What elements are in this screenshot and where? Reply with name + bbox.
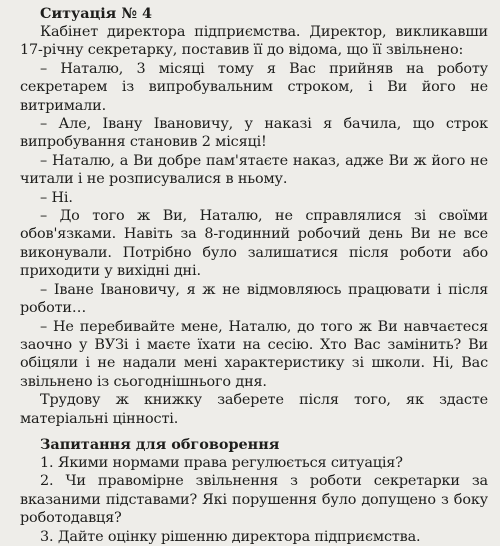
dialogue-line: – Ні. (40, 189, 73, 206)
discussion-question: 1. Якими нормами права регулюється ситуація? (40, 454, 403, 471)
discussion-question: 2. Чи правомірне звільнення з роботи секретарки за вказаними підставами? Які порушення було допущено з боку роботодавця? (20, 473, 488, 527)
dialogue-line: – Не перебивайте мене, Наталю, до того ж Ви навчаєтеся заочно у ВУЗі і маєте їхати на сесію. Хто Вас замінить? Ви обіцяли і не надали мені характеристику зі школи. Ні, Вас звільнено із сьогоднішнього дня. (20, 318, 488, 390)
dialogue-line: – До того ж Ви, Наталю, не справлялися зі своїми обов'язками. Навіть за 8-годинний робочий день Ви не все виконували. Потрібно було залишатися після роботи або приходити у вихідні дні. (20, 208, 488, 280)
dialogue-line: – Але, Івану Івановичу, у наказі я бачила, що строк випробування становив 2 місяці! (20, 116, 488, 151)
discussion-heading: Запитання для обговорення (40, 435, 280, 453)
dialogue-line: – Наталю, а Ви добре пам'ятаєте наказ, адже Ви ж його не читали і не розписувалися в ньому. (20, 152, 488, 188)
discussion-question: 3. Дайте оцінку рішенню директора підприємства. (40, 528, 421, 545)
dialogue-line: – Іване Івановичу, я ж не відмовляюсь працювати і після роботи… (20, 281, 488, 317)
case-title: Ситуація № 4 (40, 5, 152, 22)
case-paragraph: Кабінет директора підприємства. Директор, викликавши 17-річну секретарку, поставив її до відома, що її звільнено: (20, 24, 488, 59)
case-paragraph: Трудову ж книжку заберете після того, як здасте матеріальні цінності. (20, 392, 488, 427)
dialogue-line: – Наталю, 3 місяці тому я Вас прийняв на роботу секретарем із випробувальним строком, і Ви його не витримали. (20, 60, 488, 114)
